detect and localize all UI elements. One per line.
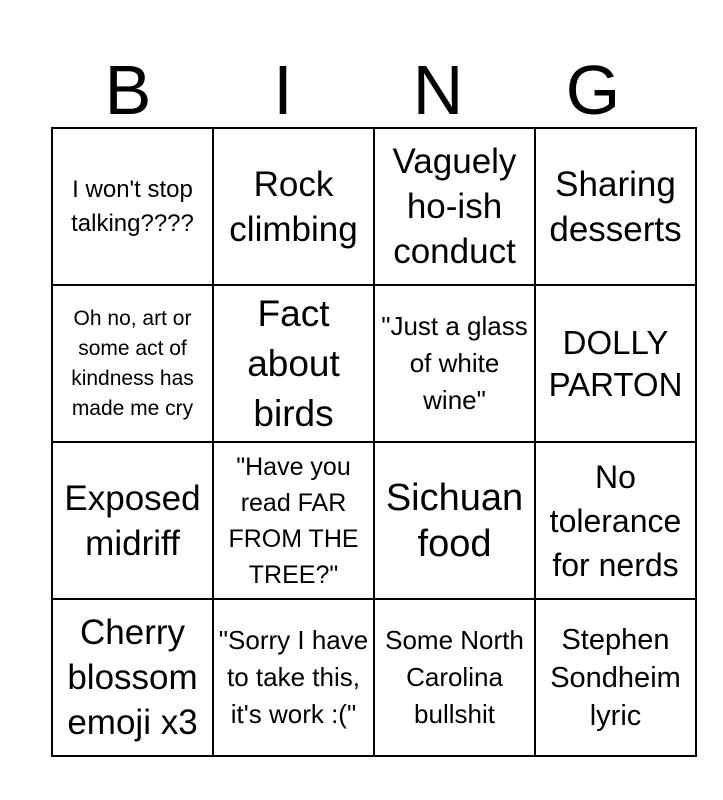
- cell-text: Exposed midriff: [64, 478, 201, 563]
- cell-text: Oh no, art or some act of kindness has made me cry: [71, 306, 194, 420]
- cell-text: Vaguely ho-ish conduct: [392, 142, 517, 271]
- bingo-cell[interactable]: [535, 599, 696, 756]
- bingo-board: [51, 127, 697, 757]
- cell-text: Rock climbing: [229, 164, 358, 249]
- bingo-cell[interactable]: [213, 599, 374, 756]
- bingo-cell[interactable]: [535, 442, 696, 599]
- bingo-cell[interactable]: [52, 599, 213, 756]
- board-row: [52, 128, 696, 285]
- bingo-cell[interactable]: [52, 285, 213, 442]
- bingo-cell[interactable]: [213, 285, 374, 442]
- cell-text: Stephen Sondheim lyric: [550, 623, 681, 732]
- bingo-cell[interactable]: [374, 442, 535, 599]
- bingo-cell[interactable]: [52, 128, 213, 285]
- cell-text: No tolerance for nerds: [549, 458, 682, 583]
- header-letter-i: I: [273, 51, 293, 129]
- bingo-cell[interactable]: [374, 128, 535, 285]
- cell-text: I won't stop talking????: [71, 175, 194, 237]
- cell-text: Sichuan food: [385, 476, 524, 565]
- cell-text: "Just a glass of white wine": [381, 311, 528, 415]
- header-letter-n: N: [412, 51, 464, 129]
- bingo-cell[interactable]: [535, 128, 696, 285]
- cell-text: "Sorry I have to take this, it's work :(": [218, 625, 369, 729]
- bingo-header: [0, 50, 723, 130]
- header-letter-b: B: [104, 51, 152, 129]
- bingo-cell[interactable]: [52, 442, 213, 599]
- cell-text: Cherry blossom emoji x3: [67, 613, 198, 742]
- cell-text: Some North Carolina bullshit: [385, 625, 524, 729]
- cell-text: Sharing desserts: [549, 164, 682, 249]
- board-row: [52, 285, 696, 442]
- board-row: [52, 442, 696, 599]
- board-row: [52, 599, 696, 756]
- bingo-cell[interactable]: [213, 128, 374, 285]
- bingo-cell[interactable]: [374, 285, 535, 442]
- bingo-cell[interactable]: [213, 442, 374, 599]
- cell-text: DOLLY PARTON: [548, 323, 683, 403]
- cell-text: Fact about birds: [247, 292, 340, 434]
- bingo-cell[interactable]: [535, 285, 696, 442]
- header-letter-g: G: [565, 51, 621, 129]
- bingo-cell[interactable]: [374, 599, 535, 756]
- cell-text: "Have you read FAR FROM THE TREE?": [228, 452, 359, 589]
